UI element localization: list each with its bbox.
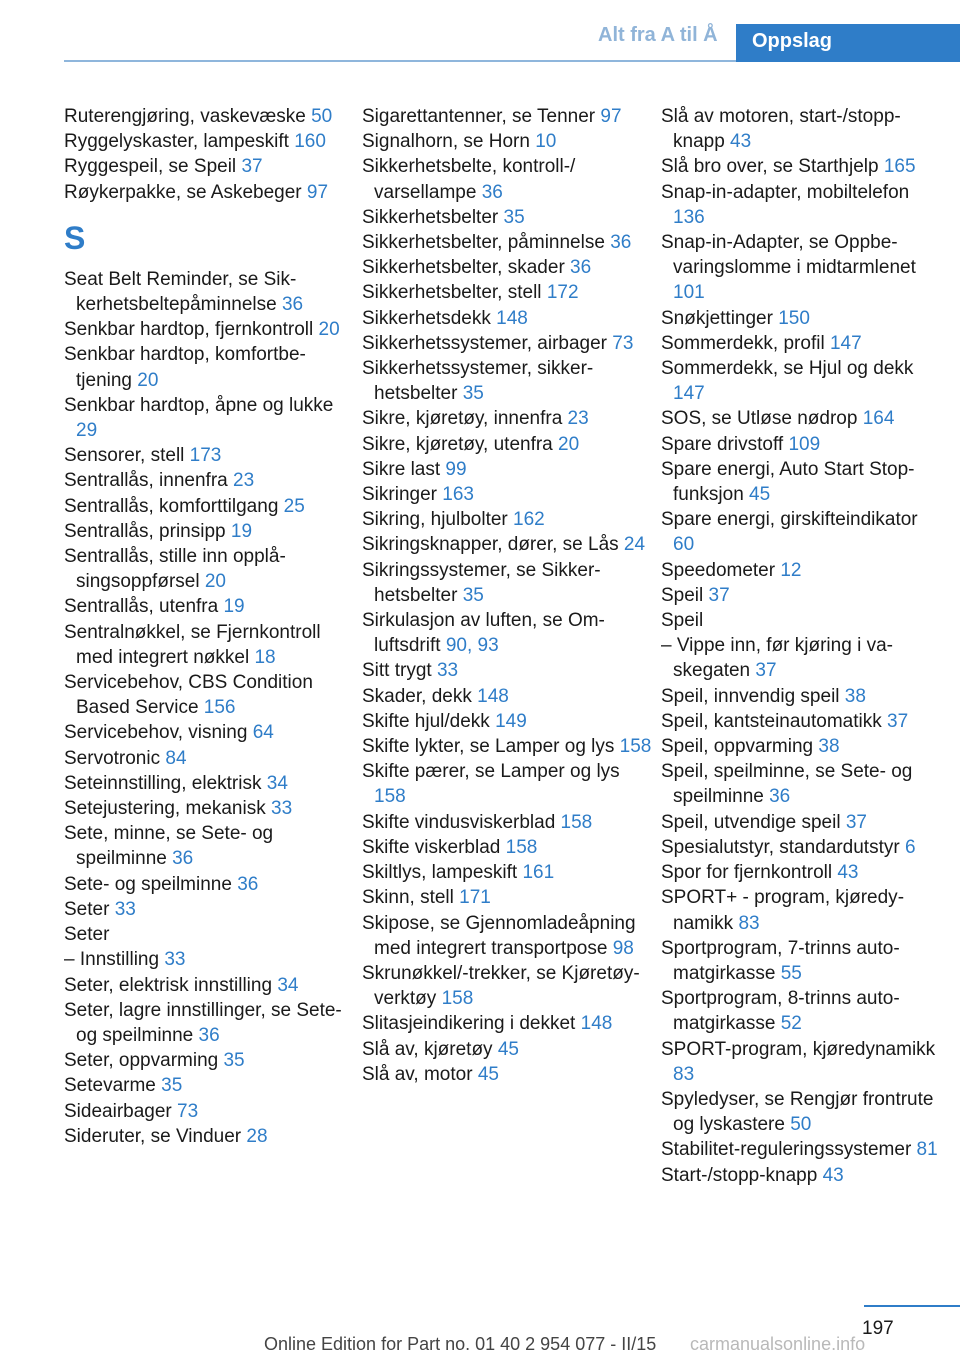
page-link[interactable]: 38 bbox=[818, 736, 840, 758]
index-entry bbox=[64, 544, 349, 594]
index-entry-text: Seat Belt Reminder, se Sikkerhetsbeltepåminnelse bbox=[64, 268, 297, 316]
index-entry-text: Setejustering, mekanisk bbox=[64, 798, 271, 820]
index-entry bbox=[362, 129, 652, 154]
index-entry bbox=[362, 608, 652, 658]
index-entry bbox=[362, 658, 652, 683]
index-entry bbox=[661, 104, 941, 154]
index-entry bbox=[64, 1124, 349, 1149]
index-entry-text: SPORT-program, kjøredynamikk bbox=[661, 1038, 936, 1060]
index-entry bbox=[661, 406, 941, 431]
page-link[interactable]: 33 bbox=[436, 660, 459, 682]
page-link[interactable]: 43 bbox=[822, 1164, 844, 1186]
index-entry-text: Sentrallås, komforttilgang bbox=[64, 495, 284, 517]
page-link[interactable]: 148 bbox=[580, 1013, 613, 1035]
index-entry-text: Sikkerhetssystemer, sikkerhetsbelter bbox=[362, 358, 594, 405]
index-entry bbox=[64, 519, 349, 544]
index-entry-text: Speil bbox=[661, 584, 709, 606]
index-entry-text: Servotronic bbox=[64, 747, 166, 769]
index-entry-text: Speil, kantsteinautomatikk bbox=[661, 710, 888, 732]
page-link[interactable]: 36 bbox=[237, 873, 259, 895]
page-link[interactable]: 162 bbox=[513, 509, 545, 531]
index-entry bbox=[661, 734, 941, 759]
index-entry bbox=[362, 558, 652, 608]
page-link[interactable]: 35 bbox=[462, 584, 484, 606]
page-link[interactable]: 97 bbox=[600, 106, 622, 127]
page-link[interactable]: 18 bbox=[254, 646, 276, 668]
index-entry-text: Servicebehov, visning bbox=[64, 722, 253, 744]
page-link[interactable]: 83 bbox=[673, 1063, 695, 1085]
index-entry bbox=[64, 872, 349, 897]
index-entry bbox=[661, 180, 941, 230]
index-entry-text: Sportprogram, 7-trinns automatgirkasse bbox=[661, 937, 900, 984]
page-link[interactable]: 45 bbox=[497, 1038, 519, 1060]
index-entry-text: Spare energi, girskifteindikator bbox=[661, 509, 918, 531]
index-entry bbox=[64, 154, 349, 179]
page-link[interactable]: 150 bbox=[778, 307, 810, 329]
index-entry bbox=[64, 443, 349, 468]
page-link[interactable]: 161 bbox=[522, 862, 555, 884]
index-entry bbox=[64, 494, 349, 519]
page-link[interactable]: 99 bbox=[445, 458, 467, 480]
index-entry bbox=[661, 331, 941, 356]
index-entry bbox=[64, 342, 349, 392]
page-link[interactable]: 60 bbox=[673, 534, 695, 556]
page-link[interactable]: 37 bbox=[755, 660, 777, 682]
index-entry-text: Signalhorn, se Horn bbox=[362, 131, 536, 153]
page-link[interactable]: 33 bbox=[164, 949, 186, 971]
index-entry bbox=[64, 821, 349, 871]
page-link[interactable]: 25 bbox=[283, 495, 305, 517]
index-entry-text: Skrunøkkel/-trekker, se Kjøretøy-verktøy bbox=[362, 962, 640, 1010]
index-entry bbox=[64, 317, 349, 342]
index-entry-text: Snap-in-adapter, mobiltelefon bbox=[661, 181, 910, 203]
index-entry-text: Sikre last bbox=[362, 458, 446, 480]
page-link[interactable]: 50 bbox=[311, 106, 333, 127]
page-link[interactable]: 38 bbox=[844, 685, 866, 707]
page-link[interactable]: 35 bbox=[503, 206, 525, 228]
index-column-2 bbox=[362, 104, 652, 1087]
page-link[interactable]: 158 bbox=[441, 988, 474, 1010]
index-entry-text: Seter, lagre innstillinger, se Sete- og speilminne bbox=[64, 999, 342, 1046]
index-entry bbox=[661, 986, 941, 1036]
index-entry-text: Sikkerhetsbelte, kontroll-/ varsellampe bbox=[362, 156, 576, 203]
index-entry bbox=[362, 810, 652, 835]
index-entry bbox=[362, 280, 652, 305]
index-entry bbox=[661, 583, 941, 608]
index-entry bbox=[362, 482, 652, 507]
index-entry-text: Spare drivstoff bbox=[661, 433, 789, 455]
index-entry-text: Skader, dekk bbox=[362, 685, 478, 707]
page-link[interactable]: 28 bbox=[246, 1125, 268, 1147]
index-entry-text: Skiltlys, lampeskift bbox=[362, 862, 523, 884]
page-link[interactable]: 171 bbox=[459, 887, 491, 909]
index-entry bbox=[362, 205, 652, 230]
index-entry-text: Servicebehov, CBS Condition Based Service bbox=[64, 672, 313, 719]
index-entry bbox=[362, 1037, 652, 1062]
index-entry-text: – Innstilling bbox=[64, 949, 165, 971]
page-link[interactable]: 109 bbox=[788, 433, 821, 455]
page-link[interactable]: 55 bbox=[780, 962, 802, 984]
index-entry bbox=[661, 936, 941, 986]
index-entry bbox=[362, 860, 652, 885]
page-link[interactable]: 37 bbox=[887, 710, 909, 732]
page-link[interactable]: 6 bbox=[904, 836, 916, 858]
active-tab[interactable]: Oppslag bbox=[736, 24, 960, 62]
page-link[interactable]: 163 bbox=[442, 484, 474, 506]
index-entry bbox=[362, 684, 652, 709]
page-link[interactable]: 20 bbox=[204, 571, 226, 593]
index-entry bbox=[661, 810, 941, 835]
index-entry-text: Sikkerhetssystemer, airbager bbox=[362, 332, 613, 354]
index-entry-text: Senkbar hardtop, fjernkontroll bbox=[64, 319, 319, 341]
index-entry bbox=[64, 104, 349, 129]
page-link[interactable]: 173 bbox=[189, 445, 222, 467]
index-entry-text: Snøkjettinger bbox=[661, 307, 779, 329]
page-link[interactable]: 83 bbox=[738, 912, 760, 934]
index-entry-text: Sommerdekk, se Hjul og dekk bbox=[661, 358, 914, 380]
page-link[interactable]: 36 bbox=[570, 257, 592, 279]
index-entry-text: Sikkerhetsdekk bbox=[362, 307, 497, 329]
page-link[interactable]: 35 bbox=[462, 383, 484, 405]
page-link[interactable]: 64 bbox=[252, 722, 274, 744]
index-letter-heading: S bbox=[64, 219, 86, 256]
index-entry-text: Slå av motoren, start-/stopp-knapp bbox=[661, 106, 901, 153]
index-entry bbox=[661, 1037, 941, 1087]
index-entry-text: Speil, utvendige speil bbox=[661, 811, 846, 833]
page-link[interactable]: 29 bbox=[76, 420, 98, 442]
page-link[interactable]: 37 bbox=[241, 156, 263, 178]
page-link[interactable]: 98 bbox=[612, 937, 634, 959]
watermark: carmanualsonline.info bbox=[690, 1334, 866, 1354]
page-link[interactable]: 73 bbox=[612, 332, 634, 354]
index-entry bbox=[64, 897, 349, 922]
index-entry bbox=[661, 507, 941, 557]
index-entry bbox=[362, 507, 652, 532]
index-entry-text: Røykerpakke, se Askebeger bbox=[64, 181, 307, 203]
index-entry-text: Ryggelyskaster, lampeskift bbox=[64, 131, 295, 153]
index-entry bbox=[661, 709, 941, 734]
index-entry-text: Skifte pærer, se Lamper og lys bbox=[362, 761, 620, 783]
index-entry-text: Sentrallås, prinsipp bbox=[64, 520, 231, 542]
page-link[interactable]: 34 bbox=[266, 772, 288, 794]
page-link[interactable]: 147 bbox=[673, 383, 705, 405]
page-link[interactable]: 164 bbox=[862, 408, 895, 430]
section-tab[interactable]: Alt fra A til Å bbox=[598, 24, 718, 46]
index-entry-text: Sensorer, stell bbox=[64, 445, 190, 467]
page-link[interactable]: 20 bbox=[137, 369, 159, 391]
index-entry-text: Slå av, kjøretøy bbox=[362, 1038, 498, 1060]
index-entry-text: Spyledyser, se Rengjør frontrute og lyskastere bbox=[661, 1088, 934, 1136]
page-link[interactable]: 148 bbox=[496, 307, 528, 329]
index-entry-text: Sikkerhetsbelter, påminnelse bbox=[362, 232, 611, 254]
index-entry-text: Spesialutstyr, standardutstyr bbox=[661, 836, 905, 858]
index-entry-text: Sikring, hjulbolter bbox=[362, 509, 514, 531]
page-link[interactable]: 34 bbox=[277, 974, 299, 996]
index-entry-text: Sigarettantenner, se Tenner bbox=[362, 106, 601, 127]
index-entry-text: Sentrallås, stille inn opplåsingsoppførsel bbox=[64, 546, 286, 593]
index-entry-text: Speil, innvendig speil bbox=[661, 685, 845, 707]
index-entry-text: Sirkulasjon av luften, se Omluftsdrift bbox=[362, 610, 605, 657]
index-entry-text: Spare energi, Auto Start Stop-funksjon bbox=[661, 458, 915, 506]
page-link[interactable]: 156 bbox=[203, 697, 236, 719]
index-entry bbox=[64, 180, 349, 205]
page-link[interactable]: 148 bbox=[477, 685, 509, 707]
index-entry bbox=[64, 998, 349, 1048]
index-entry bbox=[362, 255, 652, 280]
index-entry bbox=[661, 1137, 941, 1162]
index-entry-text: Sentrallås, utenfra bbox=[64, 596, 224, 618]
index-entry-text: Skifte vindusviskerblad bbox=[362, 811, 561, 833]
page-link[interactable]: 172 bbox=[546, 282, 579, 304]
index-entry-text: Speil, speilminne, se Sete- og speilminne bbox=[661, 761, 913, 808]
index-entry-text: Snap-in-Adapter, se Oppbevaringslomme i midtarmlenet bbox=[661, 232, 916, 279]
index-entry bbox=[64, 1099, 349, 1124]
index-entry-text: Slå av, motor bbox=[362, 1063, 478, 1085]
index-entry-text: Slå bro over, se Starthjelp bbox=[661, 156, 884, 178]
page-link[interactable]: 45 bbox=[749, 484, 771, 506]
index-entry bbox=[661, 432, 941, 457]
page-link[interactable]: 101 bbox=[673, 282, 705, 304]
index-entry bbox=[661, 1087, 941, 1137]
index-entry-text: Skifte viskerblad bbox=[362, 836, 506, 858]
page-link[interactable]: 43 bbox=[837, 862, 859, 884]
index-entry bbox=[362, 734, 652, 759]
index-entry-text: Skifte hjul/dekk bbox=[362, 710, 496, 732]
index-entry-text: Slitasjeindikering i dekket bbox=[362, 1013, 581, 1035]
page-link[interactable]: 19 bbox=[223, 596, 245, 618]
index-entry-text: Sikre, kjøretøy, innenfra bbox=[362, 408, 568, 430]
index-column-3 bbox=[661, 104, 941, 1188]
index-entry bbox=[362, 885, 652, 910]
page-link[interactable]: 36 bbox=[610, 232, 632, 254]
index-entry bbox=[64, 620, 349, 670]
page-link[interactable]: 33 bbox=[271, 798, 293, 820]
index-entry bbox=[64, 594, 349, 619]
page-link[interactable]: 36 bbox=[769, 786, 791, 808]
index-entry bbox=[362, 104, 652, 129]
index-entry-text: Sentralnøkkel, se Fjernkontroll med integrert nøkkel bbox=[64, 621, 321, 668]
index-entry-text: Seteinnstilling, elektrisk bbox=[64, 772, 267, 794]
page-link[interactable]: 147 bbox=[829, 332, 862, 354]
index-entry-text: Setevarme bbox=[64, 1075, 162, 1097]
page-link[interactable]: 35 bbox=[161, 1075, 183, 1097]
index-entry-text: Seter bbox=[64, 924, 110, 946]
page-link[interactable]: 81 bbox=[916, 1139, 938, 1161]
index-entry bbox=[661, 356, 941, 406]
page-link[interactable]: 35 bbox=[223, 1050, 245, 1072]
page-link[interactable]: 20 bbox=[318, 319, 340, 341]
page-link[interactable]: 36 bbox=[281, 294, 304, 316]
index-entry bbox=[362, 961, 652, 1011]
index-entry bbox=[64, 468, 349, 493]
index-entry-text: Start-/stopp-knapp bbox=[661, 1164, 823, 1186]
page-link[interactable]: 43 bbox=[730, 131, 752, 153]
index-entry-text: Seter, oppvarming bbox=[64, 1050, 224, 1072]
index-entry-text: Sentrallås, innenfra bbox=[64, 470, 233, 492]
index-entry bbox=[661, 860, 941, 885]
index-entry-text: Sete- og speilminne bbox=[64, 873, 238, 895]
index-entry-text: Speedometer bbox=[661, 559, 781, 581]
index-column-1 bbox=[64, 104, 349, 1149]
index-entry-text: Ruterengjøring, vaskevæske bbox=[64, 106, 312, 127]
page-link[interactable]: 136 bbox=[673, 206, 705, 228]
page-link[interactable]: 158 bbox=[560, 811, 593, 833]
index-entry bbox=[661, 154, 941, 179]
page-link[interactable]: 73 bbox=[177, 1100, 199, 1122]
page-link[interactable]: 158 bbox=[619, 736, 652, 758]
index-entry-text: Sikringsknapper, dører, se Lås bbox=[362, 534, 624, 556]
index-entry-text: Sikkerhetsbelter, skader bbox=[362, 257, 571, 279]
index-entry bbox=[64, 670, 349, 720]
index-entry bbox=[362, 835, 652, 860]
index-entry-text: Sideruter, se Vinduer bbox=[64, 1125, 247, 1147]
index-entry bbox=[362, 709, 652, 734]
index-entry bbox=[362, 331, 652, 356]
index-entry-text: Sikkerhetsbelter bbox=[362, 206, 504, 228]
index-entry-text: Senkbar hardtop, komfortbetjening bbox=[64, 344, 306, 391]
index-entry-text: Sikre, kjøretøy, utenfra bbox=[362, 433, 559, 455]
page-link[interactable]: 23 bbox=[233, 470, 255, 492]
index-entry-text: SOS, se Utløse nødrop bbox=[661, 408, 863, 430]
page-link[interactable]: 50 bbox=[790, 1114, 812, 1136]
index-entry-text: Ryggespeil, se Speil bbox=[64, 156, 242, 178]
index-entry bbox=[64, 267, 349, 317]
page-link[interactable]: 158 bbox=[505, 836, 538, 858]
index-entry bbox=[362, 532, 652, 557]
index-entry bbox=[362, 406, 652, 431]
index-entry bbox=[362, 911, 652, 961]
index-entry bbox=[64, 973, 349, 998]
index-entry bbox=[64, 720, 349, 745]
index-entry bbox=[64, 771, 349, 796]
index-entry bbox=[64, 922, 349, 947]
page-link[interactable]: 36 bbox=[198, 1024, 220, 1046]
index-entry bbox=[64, 129, 349, 154]
page-link[interactable]: 165 bbox=[883, 156, 916, 178]
index-entry bbox=[362, 154, 652, 204]
index-entry-text: SPORT+ - program, kjøredynamikk bbox=[661, 887, 905, 934]
index-entry-text: Skipose, se Gjennomladeåpning med integrert transportpose bbox=[362, 912, 636, 959]
page-link[interactable]: 149 bbox=[495, 710, 527, 732]
page-link[interactable]: 10 bbox=[535, 131, 557, 153]
index-entry bbox=[661, 633, 941, 683]
index-entry-text: Sikringssystemer, se Sikkerhetsbelter bbox=[362, 559, 601, 606]
index-entry bbox=[64, 393, 349, 443]
index-entry-text: Sete, minne, se Sete- og speilminne bbox=[64, 823, 274, 870]
index-entry-text: Skinn, stell bbox=[362, 887, 460, 909]
index-entry-text: Sportprogram, 8-trinns automatgirkasse bbox=[661, 988, 900, 1035]
index-entry bbox=[362, 356, 652, 406]
index-entry bbox=[661, 608, 941, 633]
index-entry bbox=[64, 1073, 349, 1098]
page-link[interactable]: 20 bbox=[558, 433, 580, 455]
index-entry-text: Skifte lykter, se Lamper og lys bbox=[362, 736, 620, 758]
index-entry bbox=[64, 947, 349, 972]
page-link[interactable]: 52 bbox=[780, 1013, 802, 1035]
index-entry-text: Sikkerhetsbelter, stell bbox=[362, 282, 547, 304]
index-entry-text: Seter bbox=[64, 898, 115, 920]
index-entry bbox=[362, 457, 652, 482]
index-entry bbox=[661, 759, 941, 809]
index-entry bbox=[661, 230, 941, 306]
page-link[interactable]: 19 bbox=[230, 520, 253, 542]
index-entry bbox=[64, 1048, 349, 1073]
page-link[interactable]: 37 bbox=[845, 811, 867, 833]
index-entry-text: Seter, elektrisk innstilling bbox=[64, 974, 278, 996]
index-entry bbox=[661, 835, 941, 860]
index-entry bbox=[661, 558, 941, 583]
index-entry bbox=[362, 1062, 652, 1087]
index-entry-text: Sideairbager bbox=[64, 1100, 178, 1122]
index-entry-text: Stabilitet-reguleringssystemer bbox=[661, 1139, 917, 1161]
index-entry-text: Spor for fjernkontroll bbox=[661, 862, 838, 884]
index-entry bbox=[362, 432, 652, 457]
footer-rule bbox=[864, 1305, 960, 1307]
index-entry bbox=[64, 746, 349, 771]
index-entry-text: Sikringer bbox=[362, 484, 443, 506]
index-entry bbox=[362, 1011, 652, 1036]
page-link[interactable]: 158 bbox=[374, 786, 406, 808]
index-entry-text: – Vippe inn, før kjøring i vaskegaten bbox=[661, 635, 893, 682]
index-entry bbox=[362, 230, 652, 255]
page-link[interactable]: 33 bbox=[114, 898, 136, 920]
index-entry-text: Sommerdekk, profil bbox=[661, 332, 830, 354]
page-link[interactable]: 12 bbox=[780, 559, 802, 581]
page-link[interactable]: 90, 93 bbox=[445, 635, 499, 657]
edition-footer: Online Edition for Part no. 01 40 2 954 077 - II/15 bbox=[264, 1334, 657, 1354]
index-entry bbox=[661, 1163, 941, 1188]
index-entry bbox=[362, 306, 652, 331]
index-entry bbox=[661, 885, 941, 935]
index-entry-text: Sitt trygt bbox=[362, 660, 437, 682]
index-entry-text: Speil, oppvarming bbox=[661, 736, 819, 758]
page-link[interactable]: 36 bbox=[481, 181, 503, 203]
page-link[interactable]: 160 bbox=[294, 131, 326, 153]
page-link[interactable]: 45 bbox=[477, 1063, 499, 1085]
page-link[interactable]: 84 bbox=[165, 747, 187, 769]
index-entry-text: Speil bbox=[661, 610, 704, 632]
index-entry bbox=[661, 457, 941, 507]
page-link[interactable]: 24 bbox=[623, 534, 646, 556]
index-entry-text: Senkbar hardtop, åpne og lukke bbox=[64, 394, 334, 416]
index-entry bbox=[661, 684, 941, 709]
page-link[interactable]: 23 bbox=[567, 408, 589, 430]
page-number: 197 bbox=[862, 1318, 894, 1339]
index-entry bbox=[661, 306, 941, 331]
index-entry bbox=[64, 796, 349, 821]
page-link[interactable]: 37 bbox=[708, 584, 730, 606]
page-link[interactable]: 36 bbox=[172, 848, 194, 870]
index-entry bbox=[362, 759, 652, 809]
page-link[interactable]: 97 bbox=[306, 181, 329, 203]
